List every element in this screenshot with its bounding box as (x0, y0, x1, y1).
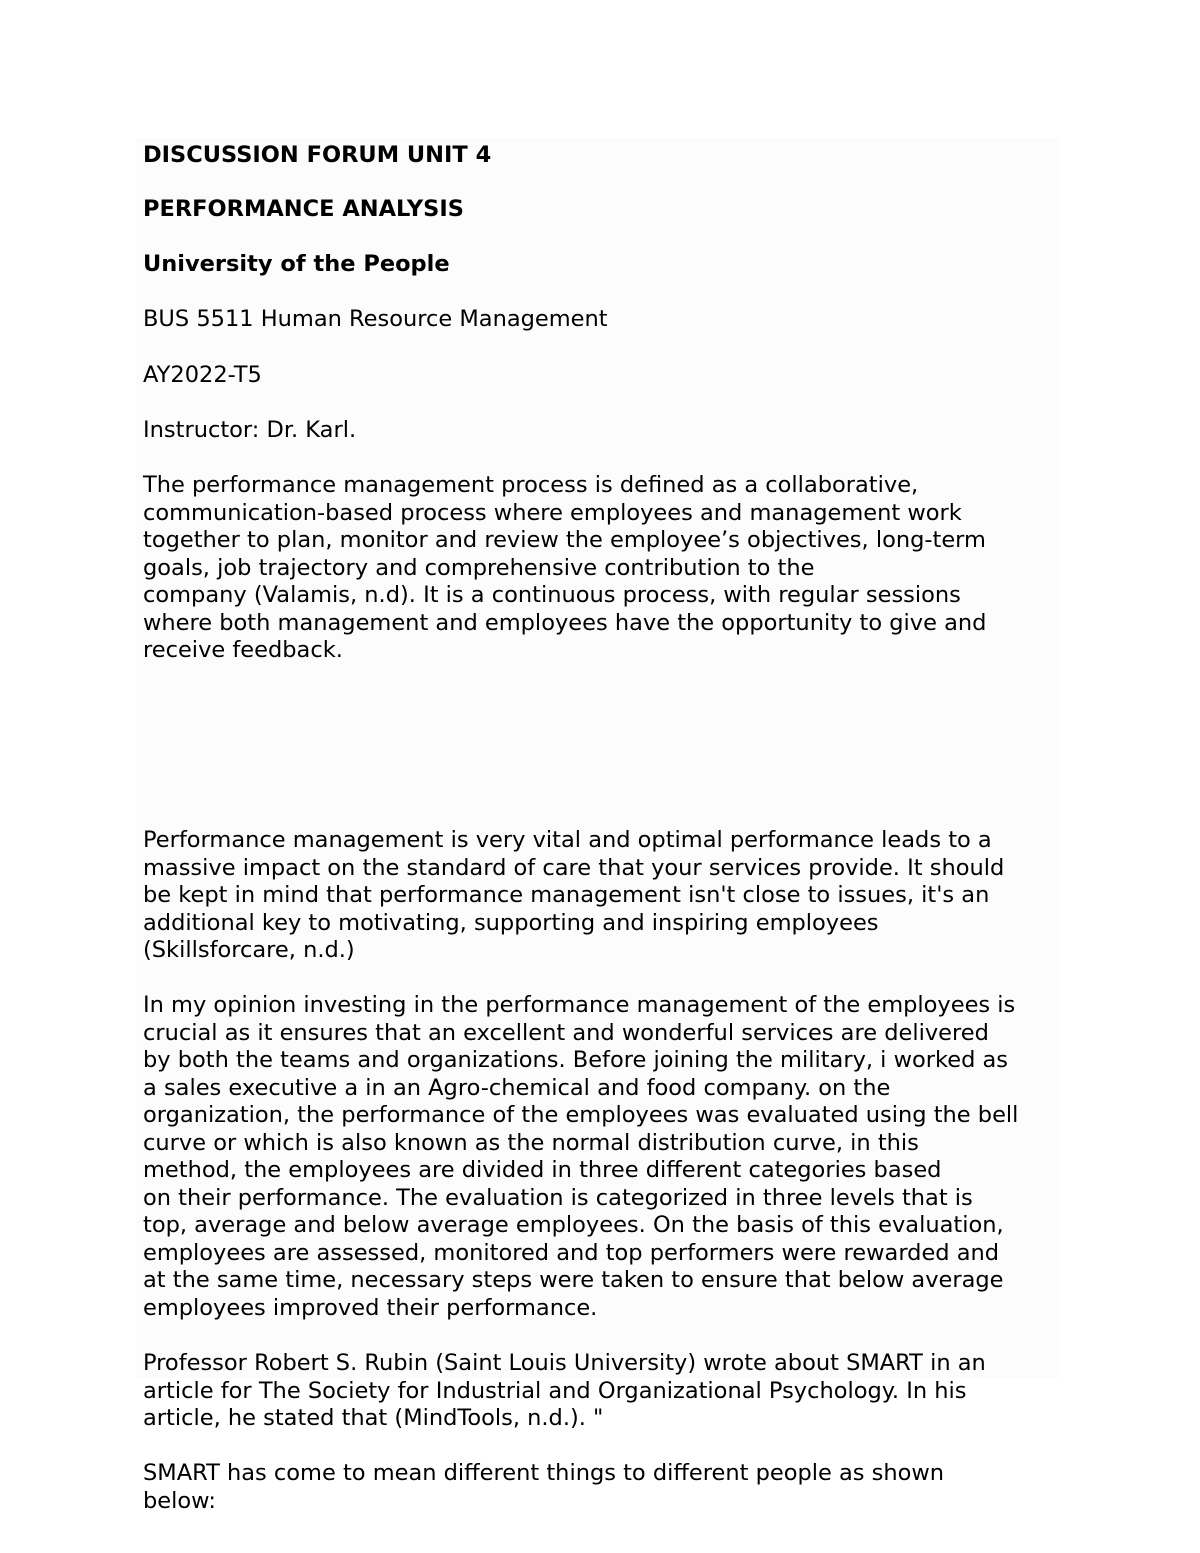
paragraph-1 (143, 472, 1063, 665)
paragraph-line: by both the teams and organizations. Before joining the military, i worked as (143, 1047, 1009, 1073)
paragraph-5 (143, 1460, 1063, 1515)
paragraph-line: be kept in mind that performance management isn't close to issues, it's an (143, 882, 990, 908)
paragraph-line: SMART has come to mean different things to different people as shown (143, 1460, 945, 1486)
paragraph-3 (143, 992, 1063, 1322)
paragraph-line: employees are assessed, monitored and top performers were rewarded and (143, 1239, 1000, 1266)
paragraph-line: where both management and employees have the opportunity to give and (143, 609, 987, 636)
paragraph-line: together to plan, monitor and review the employee’s objectives, long-term (143, 527, 986, 553)
paragraph-line: Performance management is very vital and optimal performance leads to a (143, 827, 992, 853)
course-name: BUS 5511 Human Resource Management (143, 306, 608, 332)
paragraph-line: In my opinion investing in the performance management of the employees is (143, 992, 1016, 1018)
paragraph-4 (143, 1350, 1063, 1433)
paragraph-line: at the same time, necessary steps were taken to ensure that below average (143, 1267, 1004, 1293)
paragraph-line: method, the employees are divided in three different categories based (143, 1157, 942, 1183)
paragraph-line: article for The Society for Industrial and Organizational Psychology. In his (143, 1377, 967, 1404)
paragraph-line: additional key to motivating, supporting and inspiring employees (143, 909, 879, 936)
paragraph-line: curve or which is also known as the normal distribution curve, in this (143, 1129, 919, 1156)
paragraph-line: company (Valamis, n.d). It is a continuous process, with regular sessions (143, 582, 961, 608)
paragraph-line: a sales executive a in an Agro-chemical and food company. on the (143, 1074, 891, 1101)
term-code: AY2022-T5 (143, 362, 262, 388)
paragraph-line: below: (143, 1487, 216, 1514)
paragraph-line: receive feedback. (143, 637, 343, 663)
paragraph-line: massive impact on the standard of care that your services provide. It should (143, 854, 1005, 881)
institution-name: University of the People (143, 251, 450, 277)
paragraph-line: (Skillsforcare, n.d.) (143, 937, 355, 963)
paragraph-line: organization, the performance of the employees was evaluated using the bell (143, 1102, 1019, 1128)
document-title: DISCUSSION FORUM UNIT 4 (143, 142, 492, 168)
paragraph-line: crucial as it ensures that an excellent and wonderful services are delivered (143, 1019, 989, 1046)
paragraph-line: communication-based process where employees and management work (143, 499, 962, 526)
paragraph-line: employees improved their performance. (143, 1294, 598, 1321)
document-subtitle: PERFORMANCE ANALYSIS (143, 196, 464, 222)
paragraph-line: top, average and below average employees. On the basis of this evaluation, (143, 1212, 1004, 1238)
document-body (136, 138, 1060, 1514)
paragraph-line: Professor Robert S. Rubin (Saint Louis University) wrote about SMART in an (143, 1350, 986, 1376)
paragraph-line: on their performance. The evaluation is categorized in three levels that is (143, 1184, 973, 1211)
instructor-name: Instructor: Dr. Karl. (143, 417, 357, 443)
paragraph-line: goals, job trajectory and comprehensive contribution to the (143, 554, 815, 581)
paragraph-line: The performance management process is defined as a collaborative, (143, 472, 919, 498)
paragraph-2 (143, 827, 1063, 965)
paragraph-line: article, he stated that (MindTools, n.d.). " (143, 1405, 604, 1431)
